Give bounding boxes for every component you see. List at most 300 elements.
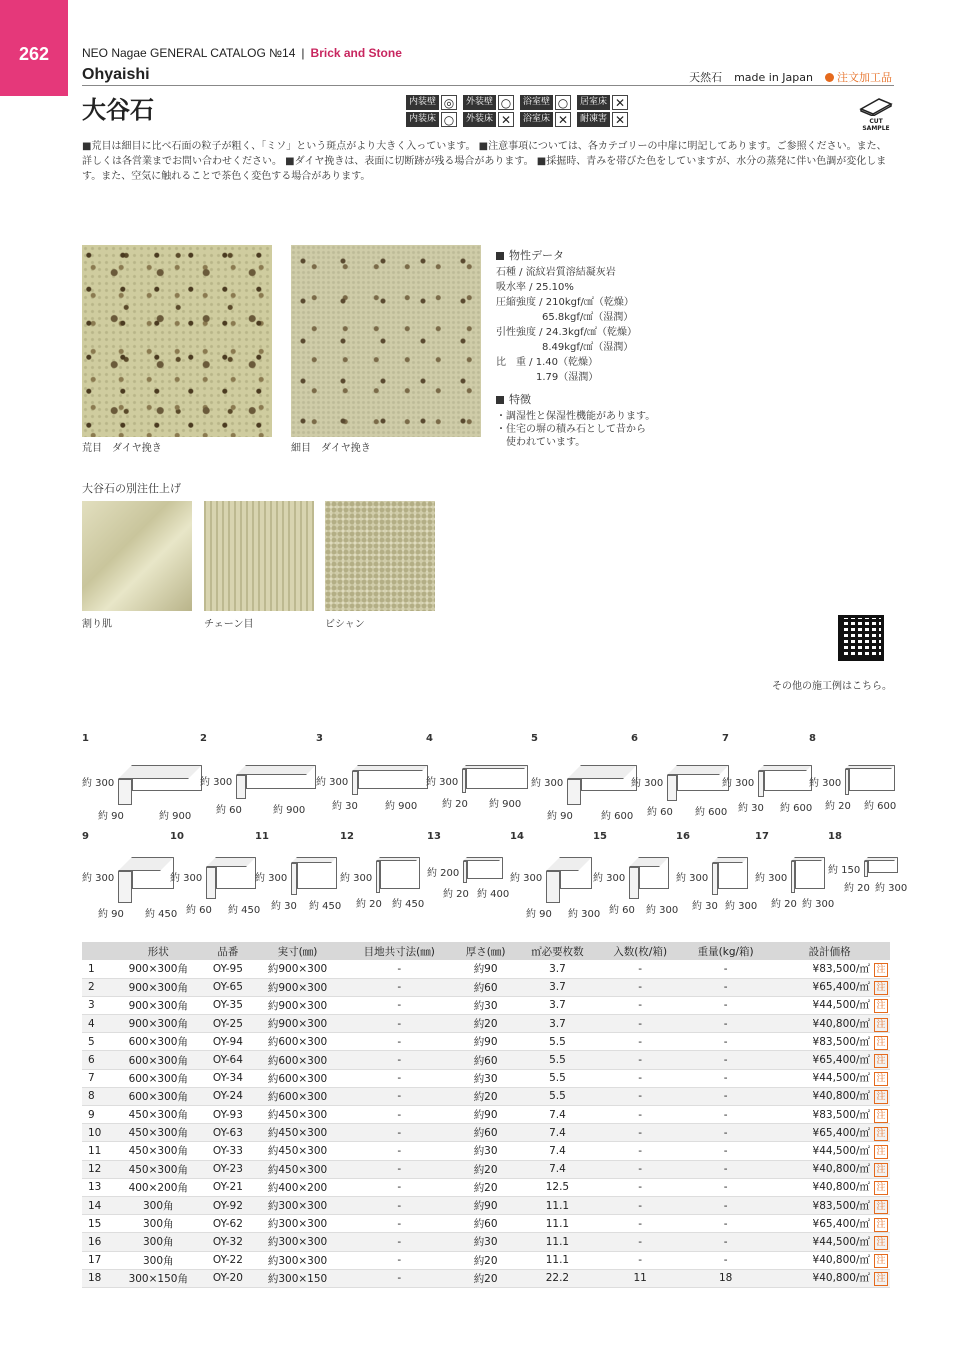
table-cell: 450×300角 (112, 1106, 205, 1124)
price-cell (769, 1160, 890, 1178)
table-cell: OY-25 (205, 1015, 252, 1033)
table-cell: 約300×300 (251, 1196, 344, 1214)
photo-chain (204, 501, 314, 611)
table-cell: OY-22 (205, 1251, 252, 1269)
table-cell: 400×200角 (112, 1178, 205, 1196)
shape-height: 約 300 (676, 873, 709, 884)
shape-height: 約 300 (531, 778, 564, 789)
shape-width: 約 450 (392, 899, 425, 910)
shape-diagram (426, 733, 536, 813)
features-title: 特徴 (496, 393, 655, 406)
features (496, 393, 655, 449)
table-cell: 900×300角 (112, 978, 205, 996)
price-cell (769, 1015, 890, 1033)
table-cell: OY-62 (205, 1215, 252, 1233)
table-cell: 約400×200 (251, 1178, 344, 1196)
table-cell: 4 (82, 1015, 112, 1033)
table-cell: OY-64 (205, 1051, 252, 1069)
usage-cell (577, 95, 628, 110)
usage-label: 居室床 (577, 95, 610, 110)
table-cell: - (682, 1251, 769, 1269)
shape-width: 約 900 (385, 801, 418, 812)
table-cell: - (682, 1069, 769, 1087)
price-value: ¥65,400/㎡ (812, 1126, 870, 1139)
table-row (82, 1233, 890, 1251)
table-cell: - (598, 1015, 682, 1033)
shape-thickness: 約 20 (442, 799, 468, 810)
table-cell: - (344, 1106, 455, 1124)
header-rule (82, 85, 894, 86)
table-header-cell: 厚さ(㎜) (455, 942, 517, 960)
table-cell: 約20 (455, 1178, 517, 1196)
table-row (82, 1069, 890, 1087)
feature-line: ・住宅の塀の積み石として昔から (496, 424, 646, 435)
shape-number: 17 (755, 831, 769, 842)
feature-line: ・調湿性と保湿性機能があります。 (496, 411, 656, 422)
table-cell: 約90 (455, 960, 517, 978)
price-value: ¥44,500/㎡ (812, 999, 870, 1012)
table-row (82, 1124, 890, 1142)
price-cell (769, 1087, 890, 1105)
table-cell: 約450×300 (251, 1124, 344, 1142)
order-dot-icon (825, 73, 834, 82)
shape-number: 8 (809, 733, 816, 744)
shape-height: 約 300 (170, 873, 203, 884)
catalog-separator: | (301, 46, 305, 60)
table-cell: - (682, 1015, 769, 1033)
table-cell: 2 (82, 978, 112, 996)
shape-number: 12 (340, 831, 354, 842)
table-cell: - (598, 1233, 682, 1251)
table-cell: - (344, 960, 455, 978)
table-cell: - (344, 996, 455, 1014)
page-number: 262 (0, 0, 68, 96)
prop-line: 65.8kgf/㎠（湿潤） (542, 312, 634, 323)
shape-width: 約 400 (477, 889, 510, 900)
table-cell: 約30 (455, 1069, 517, 1087)
price-cell (769, 1033, 890, 1051)
table-cell: OY-20 (205, 1269, 252, 1287)
table-cell: OY-94 (205, 1033, 252, 1051)
table-cell: OY-95 (205, 960, 252, 978)
special-caption: チェーン目 (204, 619, 254, 630)
table-cell: 8 (82, 1087, 112, 1105)
order-mark: 注 (874, 1236, 888, 1250)
table-cell: - (344, 1251, 455, 1269)
table-cell: - (344, 1215, 455, 1233)
table-cell: 約20 (455, 1087, 517, 1105)
table-cell: 約20 (455, 1251, 517, 1269)
table-cell: 約450×300 (251, 1142, 344, 1160)
table-cell: 約300×300 (251, 1215, 344, 1233)
shape-number: 18 (828, 831, 842, 842)
usage-mark: ✕ (612, 95, 628, 110)
table-cell: OY-63 (205, 1124, 252, 1142)
table-cell: - (344, 1196, 455, 1214)
table-cell: 1 (82, 960, 112, 978)
table-row (82, 1160, 890, 1178)
table-cell: - (682, 1196, 769, 1214)
shape-height: 約 300 (809, 778, 842, 789)
price-value: ¥40,800/㎡ (812, 1163, 870, 1176)
price-cell (769, 1233, 890, 1251)
order-mark: 注 (874, 1181, 888, 1195)
header-right (689, 69, 892, 85)
properties-title: 物性データ (496, 248, 637, 263)
table-cell: 約900×300 (251, 978, 344, 996)
table-cell: 16 (82, 1233, 112, 1251)
table-cell: - (344, 1142, 455, 1160)
table-cell: - (598, 1160, 682, 1178)
table-row (82, 1051, 890, 1069)
table-cell: 約20 (455, 1269, 517, 1287)
usage-mark: ○ (498, 95, 514, 110)
special-caption: 割り肌 (82, 619, 112, 630)
table-cell: 10 (82, 1124, 112, 1142)
order-mark: 注 (874, 1127, 888, 1141)
table-cell: 約60 (455, 1215, 517, 1233)
origin: made in Japan (734, 70, 813, 84)
price-value: ¥44,500/㎡ (812, 1072, 870, 1085)
shape-thickness: 約 90 (526, 909, 552, 920)
table-cell: 11.1 (517, 1233, 599, 1251)
table-cell: 約450×300 (251, 1160, 344, 1178)
price-value: ¥40,800/㎡ (812, 1090, 870, 1103)
prop-line: 引性強度 / 24.3kgf/㎠（乾燥） (496, 327, 638, 338)
shape-number: 11 (255, 831, 269, 842)
table-cell: 600×300角 (112, 1051, 205, 1069)
shape-diagram (200, 733, 310, 816)
table-header-cell: 入数(枚/箱) (598, 942, 682, 960)
price-value: ¥40,800/㎡ (812, 1181, 870, 1194)
shape-width: 約 300 (725, 901, 758, 912)
shape-number: 4 (426, 733, 433, 744)
spec-table (82, 942, 890, 1288)
price-cell (769, 996, 890, 1014)
shape-number: 9 (82, 831, 89, 842)
prop-line: 1.79（湿潤） (536, 372, 599, 383)
shape-number: 10 (170, 831, 184, 842)
table-cell: OY-34 (205, 1069, 252, 1087)
price-value: ¥44,500/㎡ (812, 1235, 870, 1248)
table-cell: - (344, 1033, 455, 1051)
shape-width: 約 300 (802, 899, 835, 910)
price-cell (769, 1069, 890, 1087)
table-cell: OY-33 (205, 1142, 252, 1160)
table-header-cell: 設計価格 (769, 942, 890, 960)
table-row (82, 978, 890, 996)
photo-caption-hosome: 細目 ダイヤ挽き (291, 443, 371, 454)
table-cell: 5.5 (517, 1051, 599, 1069)
table-cell: 約900×300 (251, 1015, 344, 1033)
table-cell: 約60 (455, 1051, 517, 1069)
table-cell: 14 (82, 1196, 112, 1214)
table-cell: - (344, 1069, 455, 1087)
table-cell: 約600×300 (251, 1087, 344, 1105)
special-finish-title: 大谷石の別注仕上げ (82, 482, 181, 495)
shape-width: 約 600 (864, 801, 897, 812)
table-cell: 450×300角 (112, 1142, 205, 1160)
usage-label: 外装床 (463, 112, 496, 127)
product-name-en: Ohyaishi (82, 66, 150, 83)
table-cell: - (598, 1251, 682, 1269)
shape-height: 約 300 (593, 873, 626, 884)
table-row (82, 1215, 890, 1233)
cut-sample (856, 96, 896, 132)
shape-thickness: 約 90 (98, 811, 124, 822)
cut-sample-icon (859, 96, 893, 116)
table-header-cell: 品番 (205, 942, 252, 960)
price-value: ¥83,500/㎡ (812, 962, 870, 975)
shape-number: 7 (722, 733, 729, 744)
table-cell: - (344, 1051, 455, 1069)
photo-arame (82, 245, 272, 437)
table-cell: 11.1 (517, 1251, 599, 1269)
qr-caption: その他の施工例はこちら。 (772, 681, 892, 692)
table-cell: 13 (82, 1178, 112, 1196)
table-cell: 約90 (455, 1106, 517, 1124)
table-cell: 約300×300 (251, 1233, 344, 1251)
shape-number: 2 (200, 733, 207, 744)
table-cell: - (344, 1160, 455, 1178)
table-row (82, 1087, 890, 1105)
table-cell: 12 (82, 1160, 112, 1178)
table-cell: 7 (82, 1069, 112, 1087)
order-mark: 注 (874, 1054, 888, 1068)
special-caption: ビシャン (325, 619, 365, 630)
table-cell: 約30 (455, 1142, 517, 1160)
shape-thickness: 約 20 (356, 899, 382, 910)
price-value: ¥65,400/㎡ (812, 1217, 870, 1230)
table-cell: 約900×300 (251, 996, 344, 1014)
shape-height: 約 300 (82, 778, 115, 789)
price-cell (769, 1178, 890, 1196)
table-cell: 11 (598, 1269, 682, 1287)
shape-number: 15 (593, 831, 607, 842)
shape-thickness: 約 60 (186, 905, 212, 916)
table-cell: 7.4 (517, 1160, 599, 1178)
table-header-cell: 実寸(㎜) (251, 942, 344, 960)
usage-label: 外装壁 (463, 95, 496, 110)
qr-code[interactable] (838, 615, 884, 661)
usage-mark: ✕ (612, 112, 628, 127)
table-cell: 300角 (112, 1215, 205, 1233)
table-cell: - (598, 996, 682, 1014)
table-cell: 9 (82, 1106, 112, 1124)
order-mark: 注 (874, 1036, 888, 1050)
order-mark: 注 (874, 1145, 888, 1159)
shape-height: 約 150 (828, 865, 861, 876)
table-cell: - (344, 1233, 455, 1251)
shape-height: 約 300 (200, 777, 233, 788)
order-badge (825, 69, 892, 85)
price-value: ¥65,400/㎡ (812, 981, 870, 994)
table-header-cell (82, 942, 112, 960)
table-cell: 5.5 (517, 1069, 599, 1087)
usage-label: 耐凍害 (577, 112, 610, 127)
order-mark: 注 (874, 1090, 888, 1104)
table-cell: OY-65 (205, 978, 252, 996)
table-cell: OY-93 (205, 1106, 252, 1124)
price-cell (769, 1124, 890, 1142)
order-mark: 注 (874, 1254, 888, 1268)
usage-mark: ○ (441, 112, 457, 127)
price-value: ¥44,500/㎡ (812, 1144, 870, 1157)
table-cell: - (598, 1069, 682, 1087)
table-header-cell: ㎡必要枚数 (517, 942, 599, 960)
usage-label: 内装床 (406, 112, 439, 127)
price-cell (769, 1142, 890, 1160)
table-cell: - (682, 1178, 769, 1196)
table-cell: 300角 (112, 1251, 205, 1269)
order-mark: 注 (874, 1200, 888, 1214)
table-cell: - (682, 1142, 769, 1160)
shape-number: 14 (510, 831, 524, 842)
catalog-section: Brick and Stone (310, 46, 402, 60)
shape-thickness: 約 90 (98, 909, 124, 920)
table-cell: 3 (82, 996, 112, 1014)
shape-diagram (82, 733, 192, 822)
properties (496, 248, 637, 385)
catalog-name: NEO Nagae GENERAL CATALOG №14 (82, 46, 296, 60)
table-cell: - (344, 1015, 455, 1033)
photo-warihada (82, 501, 192, 611)
shape-width: 約 300 (646, 905, 679, 916)
table-cell: OY-24 (205, 1087, 252, 1105)
table-cell: 450×300角 (112, 1160, 205, 1178)
shape-thickness: 約 20 (771, 899, 797, 910)
shape-width: 約 900 (489, 799, 522, 810)
price-cell (769, 960, 890, 978)
table-cell: 450×300角 (112, 1124, 205, 1142)
order-mark: 注 (874, 999, 888, 1013)
shape-width: 約 450 (145, 909, 178, 920)
table-cell: 約300×300 (251, 1251, 344, 1269)
shape-width: 約 450 (228, 905, 261, 916)
table-cell: 約300×150 (251, 1269, 344, 1287)
usage-cell (577, 112, 628, 127)
table-row (82, 1269, 890, 1287)
table-cell: 約900×300 (251, 960, 344, 978)
table-cell: - (598, 1196, 682, 1214)
shape-thickness: 約 30 (271, 901, 297, 912)
stone-type: 天然石 (689, 71, 723, 84)
usage-mark: ◎ (441, 95, 457, 110)
cut-sample-label: CUT SAMPLE (862, 118, 890, 132)
order-mark: 注 (874, 981, 888, 995)
table-row (82, 1196, 890, 1214)
table-cell: - (598, 1087, 682, 1105)
table-cell: 5.5 (517, 1087, 599, 1105)
price-cell (769, 978, 890, 996)
table-cell: 5.5 (517, 1033, 599, 1051)
shape-number: 6 (631, 733, 638, 744)
shape-number: 16 (676, 831, 690, 842)
shape-width: 約 900 (273, 805, 306, 816)
table-cell: - (682, 978, 769, 996)
order-mark: 注 (874, 1218, 888, 1232)
table-header-cell: 重量(kg/箱) (682, 942, 769, 960)
table-cell: 300角 (112, 1196, 205, 1214)
table-cell: - (344, 1178, 455, 1196)
feature-line: 使われています。 (496, 437, 586, 448)
table-cell: - (682, 1033, 769, 1051)
order-mark: 注 (874, 1109, 888, 1123)
prop-line: 圧縮強度 / 210kgf/㎠（乾燥） (496, 297, 634, 308)
table-cell: - (598, 1142, 682, 1160)
shape-thickness: 約 20 (825, 801, 851, 812)
table-cell: 約600×300 (251, 1069, 344, 1087)
table-row (82, 1251, 890, 1269)
table-cell: 約600×300 (251, 1051, 344, 1069)
shape-number: 3 (316, 733, 323, 744)
price-value: ¥40,800/㎡ (812, 1254, 870, 1267)
price-value: ¥40,800/㎡ (812, 1272, 870, 1285)
table-row (82, 1033, 890, 1051)
table-cell: 6 (82, 1051, 112, 1069)
usage-mark: ✕ (555, 112, 571, 127)
shape-thickness: 約 60 (216, 805, 242, 816)
prop-line: 8.49kgf/㎠（湿潤） (542, 342, 634, 353)
shape-thickness: 約 30 (738, 803, 764, 814)
table-cell: - (344, 978, 455, 996)
shape-width: 約 450 (309, 901, 342, 912)
shape-number: 1 (82, 733, 89, 744)
table-cell: 900×300角 (112, 996, 205, 1014)
table-cell: OY-92 (205, 1196, 252, 1214)
price-cell (769, 1215, 890, 1233)
usage-cell (463, 112, 514, 127)
order-mark: 注 (874, 963, 888, 977)
table-row (82, 960, 890, 978)
table-cell: - (598, 1215, 682, 1233)
table-cell: - (682, 1106, 769, 1124)
table-cell: - (682, 1233, 769, 1251)
table-cell: 約30 (455, 1233, 517, 1251)
table-cell: - (598, 1106, 682, 1124)
shape-height: 約 300 (510, 873, 543, 884)
shape-width: 約 300 (875, 883, 908, 894)
price-value: ¥83,500/㎡ (812, 1035, 870, 1048)
price-cell (769, 1269, 890, 1287)
catalog-title (82, 46, 402, 60)
shape-height: 約 300 (755, 873, 788, 884)
table-cell: OY-35 (205, 996, 252, 1014)
table-cell: 約450×300 (251, 1106, 344, 1124)
table-cell: - (598, 1124, 682, 1142)
table-cell: 900×300角 (112, 960, 205, 978)
order-mark: 注 (874, 1072, 888, 1086)
table-row (82, 1142, 890, 1160)
prop-line: 比 重 / 1.40（乾燥） (496, 357, 598, 368)
prop-line: 吸水率 / 25.10% (496, 282, 574, 293)
table-cell: 600×300角 (112, 1033, 205, 1051)
table-cell: 約60 (455, 1124, 517, 1142)
usage-cell (463, 95, 514, 110)
shape-diagram (828, 831, 938, 911)
table-cell: OY-21 (205, 1178, 252, 1196)
table-cell: 5 (82, 1033, 112, 1051)
price-value: ¥83,500/㎡ (812, 1108, 870, 1121)
shape-thickness: 約 30 (332, 801, 358, 812)
table-cell: - (682, 1215, 769, 1233)
table-cell: - (598, 1178, 682, 1196)
shape-height: 約 300 (340, 873, 373, 884)
usage-cell (520, 95, 571, 110)
usage-label: 浴室床 (520, 112, 553, 127)
description: ■荒目は細目に比べ石面の粒子が粗く、「ミソ」という斑点がより大きく入っています。 ■注意事項については、各カテゴリーの中扉に明記してあります。ご参照ください。また、詳しくは各営業までお問い合わせください。 ■ダイヤ挽きは、表面に切断跡が残る場合があります。 ■採掘時、青みを帯びた色をしていますが、水分の蒸発に伴い色調が変化します。また、空気に触れることで茶色く変色する場合があります。 (82, 141, 887, 182)
price-cell (769, 1106, 890, 1124)
